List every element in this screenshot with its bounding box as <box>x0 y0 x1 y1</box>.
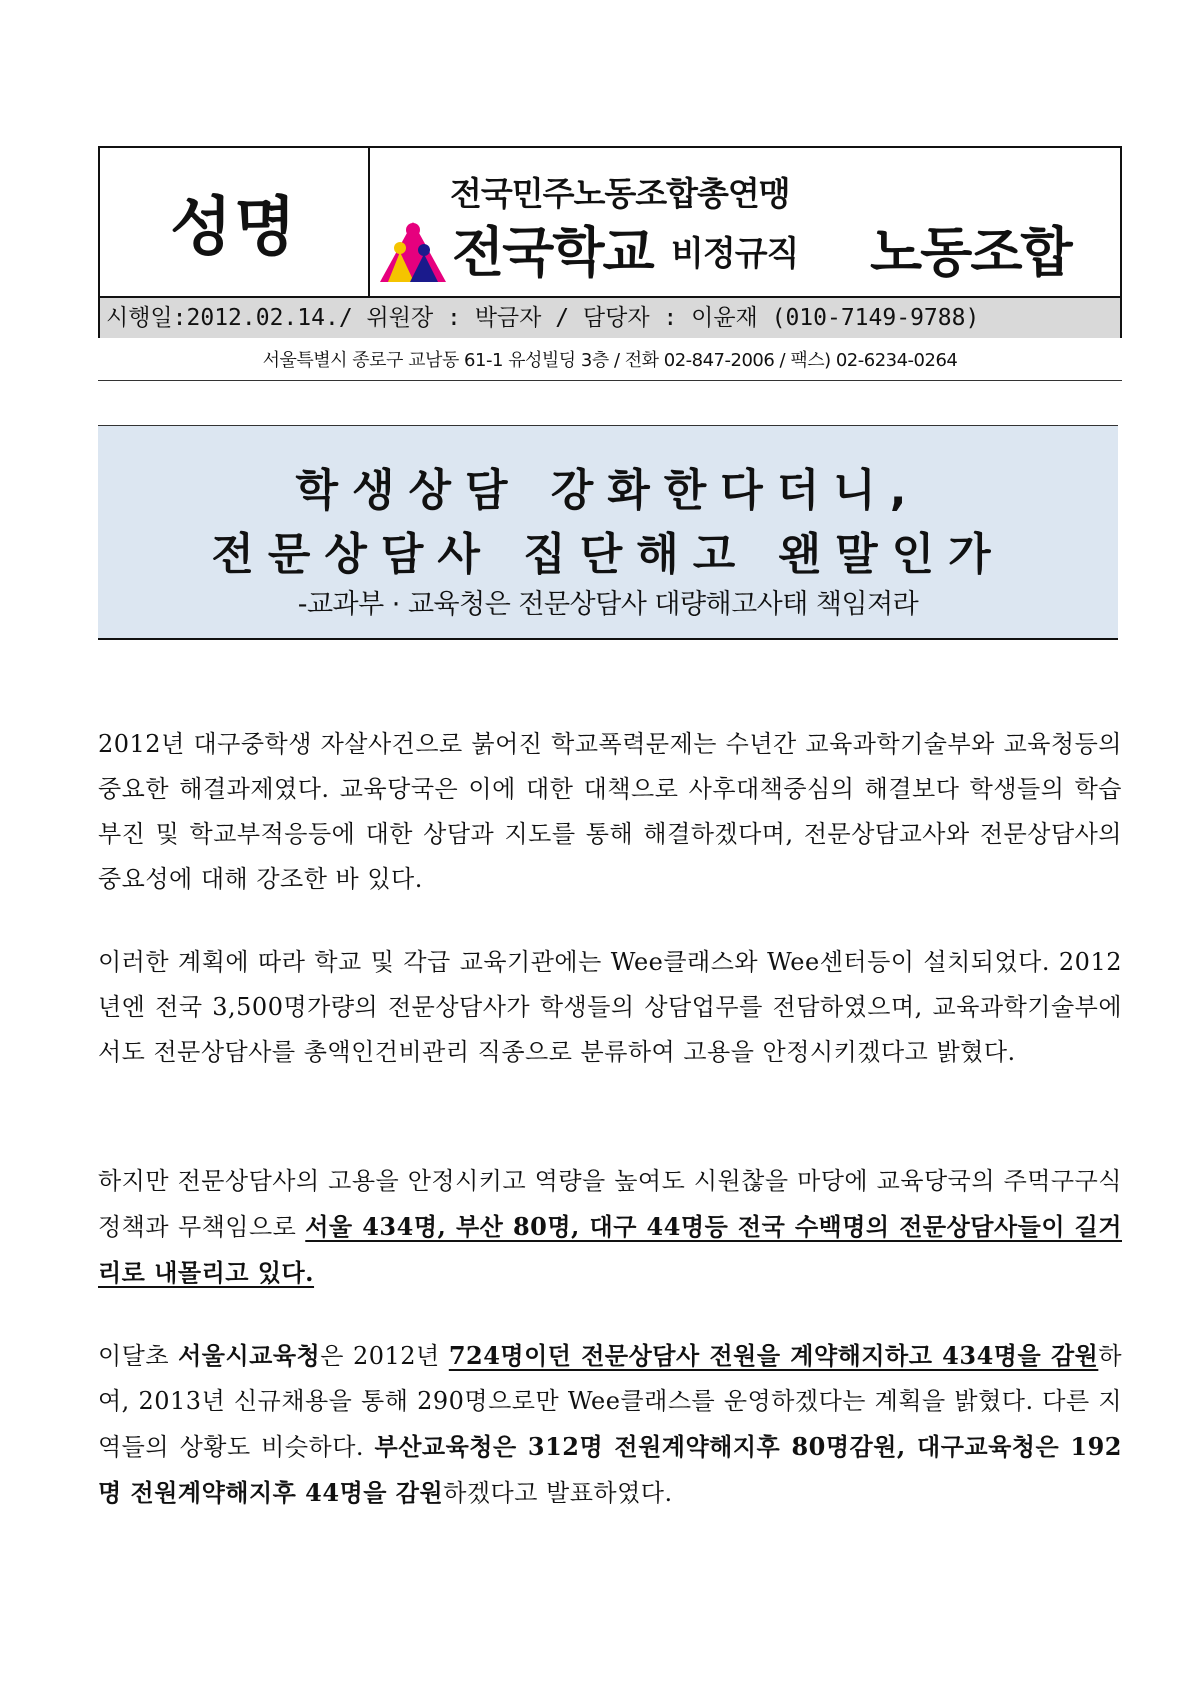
headline-line1: 학생상담 강화한다더니, <box>295 465 921 516</box>
divider <box>98 380 1122 381</box>
doc-type-cell <box>100 148 370 296</box>
doc-type-label: 성명 <box>170 191 298 265</box>
contact-address: 서울특별시 종로구 교남동 61-1 유성빌딩 3층 / 전화 02-847-2006 / 팩스) 02-6234-0264 <box>262 350 958 371</box>
union-people-logo-icon <box>378 218 448 284</box>
headline-line2: 전문상담사 집단해고 왠말인가 <box>211 529 1005 580</box>
paragraph-3 <box>98 1159 1122 1296</box>
p4-text-e: 하여, 2013년 신규채용을 통해 290명으로만 Wee클래스를 운영하겠다는 계획을 밝혔다. 다른 지역들의 상황도 비슷하다. <box>98 1342 1122 1461</box>
p4-busan-daegu: 부산교육청은 312명 전원계약해지후 80명감원, 대구교육청은 192명 전원계약해지후 44명을 감원 <box>98 1432 1122 1507</box>
paragraph-3-emphasis: 서울 434명, 부산 80명, 대구 44명등 전국 수백명의 전문상담사들이 길거리로 내몰리고 있다. <box>98 1212 1122 1287</box>
p4-text-c: 은 2012년 <box>320 1342 449 1370</box>
federation-name: 전국민주노동조합총연맹 <box>450 174 790 213</box>
p4-text-a: 이달초 <box>98 1342 179 1370</box>
paragraph-4 <box>98 1333 1122 1516</box>
paragraph-2: 이러한 계획에 따라 학교 및 각급 교육기관에는 Wee클래스와 Wee센터등이 설치되었다. 2012년엔 전국 3,500명가량의 전문상담사가 학생들의 상담업무를 전담하였으며, 교육과학기술부에서도 전문상담사를 총액인건비관리 직종으로 분류하여 고용을 안정시키겠다고 밝혔다. <box>98 948 1122 1066</box>
union-name-part1: 전국학교 <box>452 221 653 284</box>
subheadline: -교과부 · 교육청은 전문상담사 대량해고사태 책임져라 <box>297 589 919 620</box>
title-box <box>98 425 1118 640</box>
issue-meta-bar: 시행일:2012.02.14./ 위원장 : 박금자 / 담당자 : 이윤재 (010-7149-9788) <box>98 298 1122 338</box>
header-box <box>98 146 1122 298</box>
p4-text-g: 하겠다고 발표하였다. <box>443 1479 673 1507</box>
union-name-part2: 노동조합 <box>870 221 1071 284</box>
paragraph-1: 2012년 대구중학생 자살사건으로 붉어진 학교폭력문제는 수년간 교육과학기술부와 교육청등의 중요한 해결과제였다. 교육당국은 이에 대한 대책으로 사후대책중심의 해결보다 학생들의 학습부진 및 학교부적응등에 대한 상담과 지도를 통해 해결하겠다며, 전문상담교사와 전문상담사의 중요성에 대해 강조한 바 있다. <box>98 730 1122 893</box>
union-name-mid: 비정규직 <box>671 234 799 274</box>
p4-seoul-cut: 724명이던 전문상담사 전원을 계약해지하고 434명을 감원 <box>448 1341 1099 1370</box>
paragraph-3-text: 하지만 전문상담사의 고용을 안정시키고 역량을 높여도 시원찮을 마당에 교육당국의 주먹구구식 정책과 무책임으로 <box>98 1167 1122 1241</box>
p4-seoul-office: 서울시교육청 <box>178 1341 321 1370</box>
